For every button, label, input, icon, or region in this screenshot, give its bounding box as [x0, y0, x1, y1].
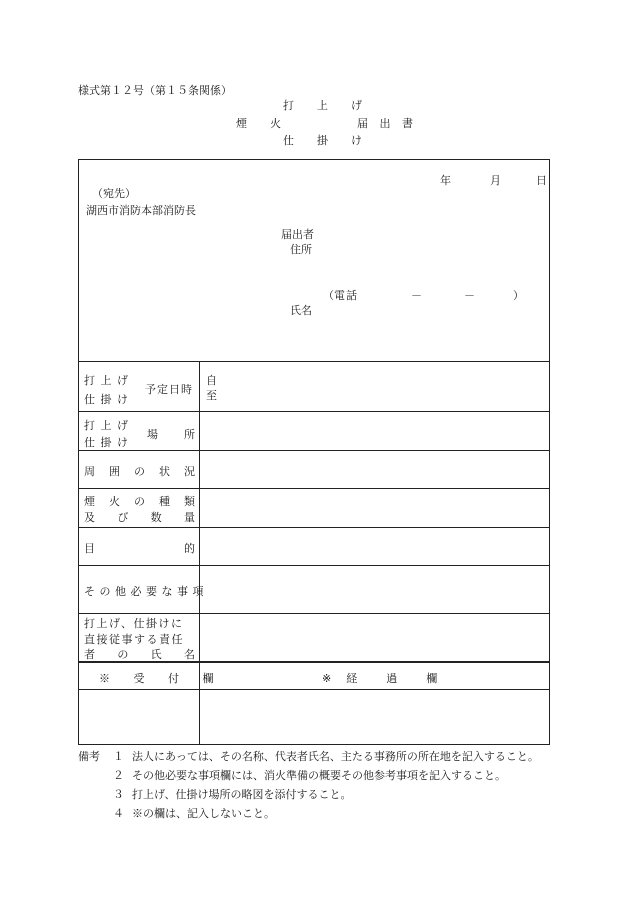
note-text: 法人にあっては、その名称、代表者氏名、主たる事務所の所在地を記入すること。	[132, 750, 539, 763]
name-label: 氏名	[290, 304, 312, 317]
fireworks-char: 数	[150, 511, 162, 524]
note-text: 打上げ、仕掛け場所の略図を添付すること。	[132, 788, 352, 801]
phone-label: 話	[346, 289, 357, 302]
progress-char: 過	[386, 672, 398, 685]
progress-column-header	[322, 670, 437, 686]
title-notification: 届 出 書	[357, 117, 417, 130]
form-number: 様式第１２号（第１５条関係）	[78, 84, 232, 97]
receipt-column-header: ※ 受 付 欄	[99, 672, 224, 685]
fireworks-char: の	[134, 495, 145, 508]
surroundings-char: 状	[159, 465, 170, 478]
fireworks-char: 類	[184, 495, 195, 508]
notes-prefix: 備考	[78, 750, 100, 763]
fireworks-char: 種	[159, 495, 170, 508]
progress-mark: ※	[322, 672, 332, 685]
responsible-label-2: 直接従事する責任	[84, 633, 184, 646]
location-label-1: 場	[147, 428, 158, 441]
date-year-label: 年	[440, 174, 451, 187]
phone-dash: －	[464, 289, 475, 302]
title-setting: 仕 掛 け	[283, 134, 368, 147]
divider	[78, 689, 550, 690]
responsible-char: の	[117, 648, 129, 661]
note-text: その他必要な事項欄には、消火準備の概要その他参考事項を記入すること。	[132, 769, 506, 782]
divider	[78, 450, 550, 451]
schedule-from: 自	[206, 374, 217, 387]
fireworks-type-label	[84, 493, 195, 509]
surroundings-char: の	[134, 465, 145, 478]
column-divider	[199, 361, 200, 745]
divider	[78, 488, 550, 489]
address-label: 住所	[290, 243, 312, 256]
fireworks-char: び	[117, 511, 129, 524]
divider	[78, 411, 550, 412]
location-launch: 打 上 げ	[84, 419, 129, 432]
divider	[78, 613, 550, 614]
location-label-2: 所	[184, 428, 195, 441]
schedule-to: 至	[206, 389, 217, 402]
title-fireworks: 煙 火	[236, 117, 287, 130]
fireworks-char: 煙	[84, 495, 95, 508]
divider	[78, 361, 550, 362]
phone-dash: －	[411, 289, 422, 302]
responsible-label-1: 打上げ、仕掛けに	[84, 617, 184, 630]
title-launch: 打 上 げ	[283, 99, 368, 112]
phone-open: （電	[323, 289, 345, 302]
responsible-char: 氏	[150, 648, 162, 661]
surroundings-char: 囲	[109, 465, 120, 478]
responsible-char: 名	[183, 648, 195, 661]
schedule-setting: 仕 掛 け	[84, 393, 129, 406]
responsible-char: 者	[84, 648, 95, 661]
responsible-label-3	[84, 646, 195, 662]
purpose-char: 目	[84, 542, 95, 555]
other-items-label: そ の 他 必 要 な 事 項	[84, 585, 204, 598]
date-day-label: 日	[536, 174, 547, 187]
fireworks-char: 及	[84, 511, 95, 524]
progress-char: 経	[346, 672, 358, 685]
fireworks-quantity-label	[84, 509, 195, 525]
date-month-label: 月	[490, 174, 501, 187]
addressee-label: （宛先）	[92, 187, 136, 200]
surroundings-char: 周	[84, 465, 95, 478]
divider	[78, 527, 550, 528]
fire-chief: 湖西市消防本部消防長	[86, 204, 196, 217]
phone-close: ）	[513, 289, 524, 302]
purpose-char: 的	[184, 542, 195, 555]
note-number: １	[113, 750, 124, 763]
schedule-label: 予定日時	[145, 383, 193, 396]
note-number: ２	[113, 769, 124, 782]
note-number: ３	[113, 788, 124, 801]
surroundings-label	[84, 463, 195, 479]
location-setting: 仕 掛 け	[84, 436, 129, 449]
note-number: ４	[113, 807, 124, 820]
divider	[78, 565, 550, 566]
fireworks-char: 量	[183, 511, 195, 524]
purpose-label	[84, 540, 195, 556]
fireworks-char: 火	[109, 495, 120, 508]
applicant-label: 届出者	[281, 228, 314, 241]
surroundings-char: 況	[184, 465, 195, 478]
schedule-launch: 打 上 げ	[84, 374, 129, 387]
progress-char: 欄	[426, 672, 438, 685]
note-text: ※の欄は、記入しないこと。	[132, 807, 275, 820]
